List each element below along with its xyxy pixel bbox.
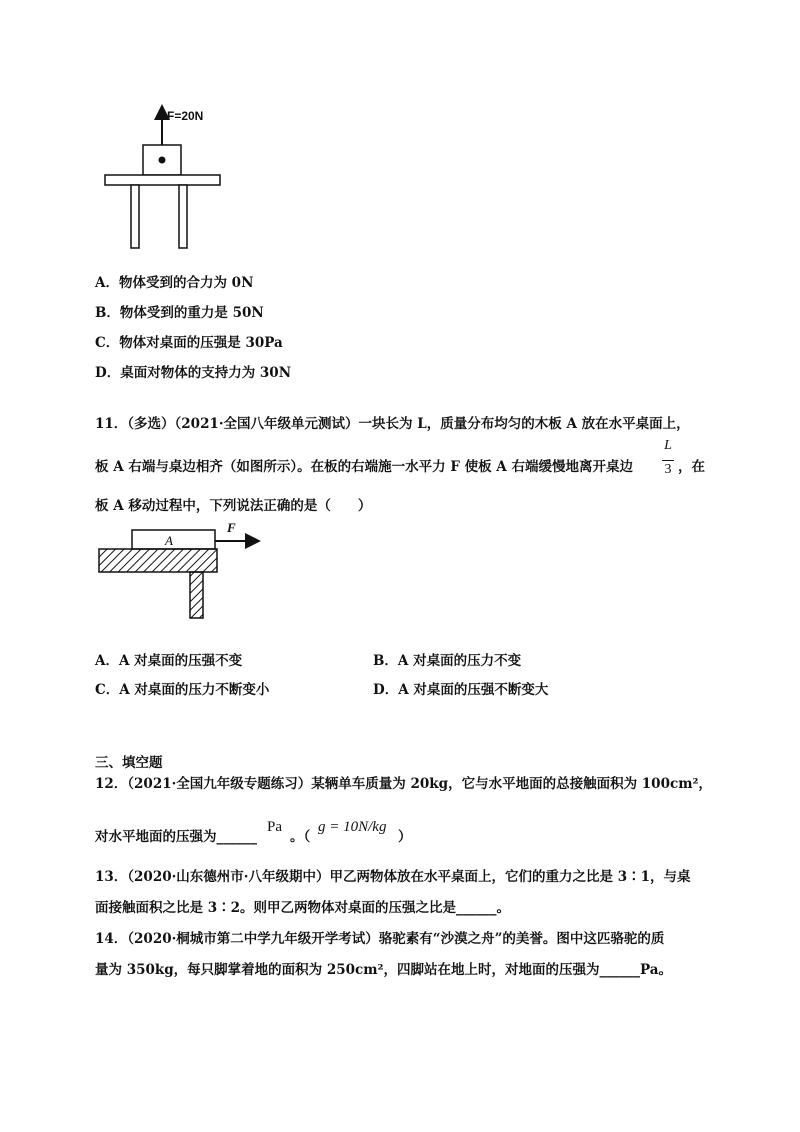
q10-option-a: A．物体受到的合力为 0N [95, 275, 254, 291]
table-surface [99, 549, 217, 572]
q11-stem-line2: 板 A 右端与桌边相齐（如图所示）。在板的右端施一水平力 F 使板 A 右端缓慢地离开桌边 [95, 459, 633, 475]
q13-stem-line1: 13．（2020·山东德州市·八年级期中）甲乙两物体放在水平桌面上，它们的重力之比是 3∶1，与桌 [95, 869, 691, 885]
q13-stem-line2: 面接触面积之比是 3∶2。则甲乙两物体对桌面的压强之比是______。 [95, 900, 510, 916]
q12-stem-line1: 12．（2021·全国九年级专题练习）某辆单车质量为 20kg，它与水平地面的总接触面积为 100cm²， [95, 776, 712, 792]
q10-option-d: D．桌面对物体的支持力为 30N [95, 365, 292, 381]
q12-given-g: g = 10N/kg [318, 819, 387, 835]
table-force-figure [95, 100, 235, 260]
fraction-numerator: L [664, 438, 672, 453]
q11-stem-line1: 11．（多选）（2021·全国八年级单元测试）一块长为 L，质量分布均匀的木板 A 放在水平桌面上， [95, 416, 690, 432]
q11-option-c: C．A 对桌面的压力不断变小 [95, 682, 270, 698]
section-title-fill-in: 三、填空题 [95, 755, 163, 771]
q11-option-a: A．A 对桌面的压强不变 [95, 653, 243, 669]
force-label: F=20N [167, 109, 204, 123]
q12-stem-line2: 对水平地面的压强为______ [95, 829, 257, 845]
q12-unit: Pa [267, 819, 282, 835]
q11-stem-line3: 板 A 移动过程中，下列说法正确的是（ ） [95, 498, 372, 514]
board-on-table-figure [95, 518, 275, 623]
q11-fraction [660, 438, 676, 484]
q12-close-paren: ） [398, 829, 412, 845]
table-leg [190, 572, 203, 618]
q12-separator: 。（ [290, 829, 311, 845]
q11-option-d: D．A 对桌面的压强不断变大 [373, 682, 549, 698]
q14-stem-line1: 14．（2020·桐城市第二中学九年级开学考试）骆驼素有“沙漠之舟”的美誉。图中这匹骆驼的质 [95, 931, 665, 947]
q14-stem-line2: 量为 350kg，每只脚掌着地的面积为 250cm²，四脚站在地上时，对地面的压强为______Pa。 [95, 962, 673, 978]
force-f-label: F [227, 520, 236, 535]
table-leg-left [131, 185, 139, 248]
tabletop [105, 175, 220, 185]
q11-option-b: B．A 对桌面的压力不变 [373, 653, 522, 669]
board-a-label: A [165, 533, 173, 548]
q10-option-c: C．物体对桌面的压强是 30Pa [95, 335, 283, 351]
fraction-denominator: 3 [664, 462, 672, 477]
q10-option-b: B．物体受到的重力是 50N [95, 305, 264, 321]
q11-stem-line2-tail: ，在 [678, 459, 705, 475]
table-leg-right [179, 185, 187, 248]
board-a [132, 530, 215, 549]
fraction-bar [662, 460, 674, 461]
center-of-mass-dot [159, 157, 166, 164]
